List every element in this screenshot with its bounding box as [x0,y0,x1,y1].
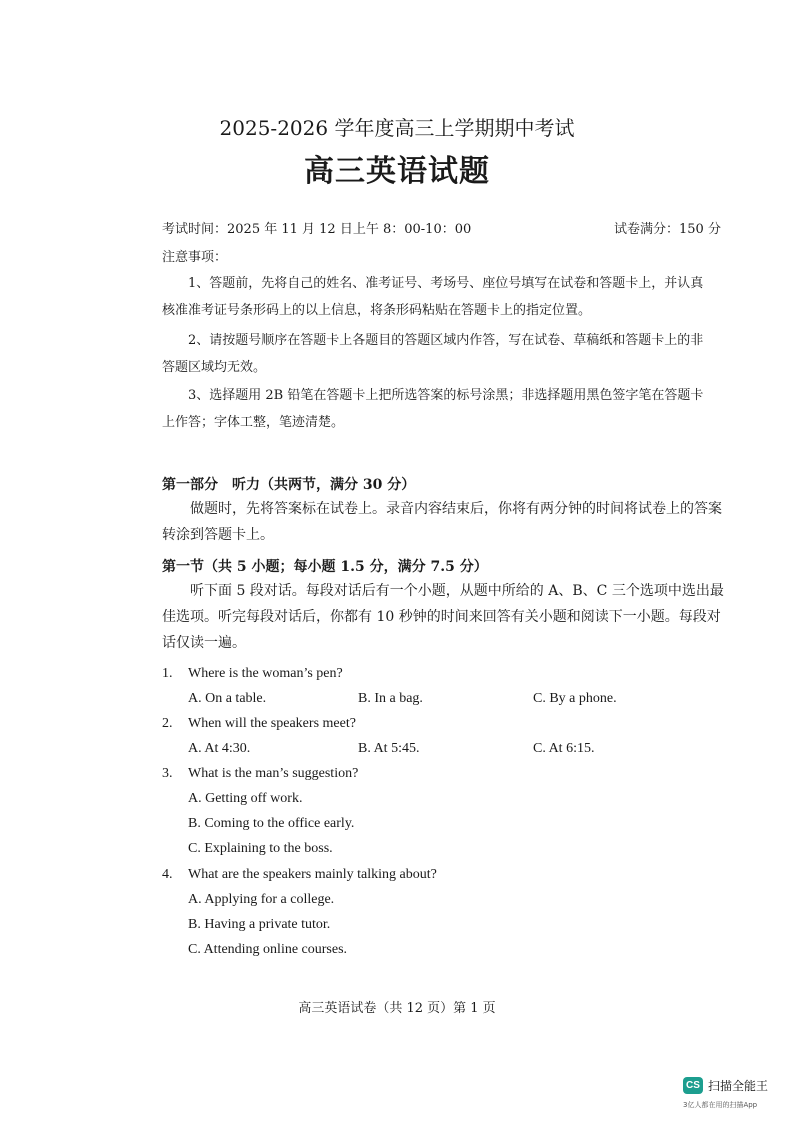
question-text: Where is the woman’s pen? [188,666,343,681]
camscanner-logo-icon: CS [683,1077,703,1094]
question-text: What is the man’s suggestion? [188,766,359,781]
option-b: B. Coming to the office early. [188,816,355,831]
notice-item-2-line1: 2、请按题号顺序在答题卡上各题目的答题区域内作答，写在试卷、草稿纸和答题卡上的非 [188,333,704,348]
exam-title: 高三英语试题 [304,154,490,189]
option-b: B. Having a private tutor. [188,917,331,932]
question-text: When will the speakers meet? [188,716,356,731]
question-text: What are the speakers mainly talking about? [188,867,437,882]
option-b: B. At 5:45. [358,741,420,756]
camscanner-tagline: 3亿人都在用的扫描App [683,1101,758,1109]
question-number: 1. [162,666,173,681]
exam-header-line1: 2025-2026 学年度高三上学期期中考试 [219,116,575,140]
exam-full-score: 试卷满分：150 分 [614,222,721,237]
notice-item-3-line2: 上作答；字体工整，笔迹清楚。 [162,415,345,430]
option-a: A. At 4:30. [188,741,251,756]
option-b: B. In a bag. [358,691,423,706]
question-number: 4. [162,867,173,882]
option-a: A. On a table. [188,691,267,706]
exam-time: 考试时间：2025 年 11 月 12 日上午 8：00-10：00 [162,222,472,237]
option-c: C. Attending online courses. [188,942,348,957]
option-c: C. By a phone. [533,691,617,706]
part1-title: 第一部分 听力（共两节，满分 30 分） [162,477,416,493]
option-c: C. Explaining to the boss. [188,841,333,856]
notice-item-1-line1: 1、答题前，先将自己的姓名、准考证号、考场号、座位号填写在试卷和答题卡上，并认真 [188,276,704,291]
option-a: A. Applying for a college. [188,892,335,907]
notice-title: 注意事项： [162,250,228,265]
part1-instruction: 做题时，先将答案标在试卷上。录音内容结束后，你将有两分钟的时间将试卷上的答案转涂到答题卡上。 [162,501,722,543]
section1-instruction: 听下面 5 段对话。每段对话后有一个小题，从题中所给的 A、B、C 三个选项中选出最佳选项。听完每段对话后，你都有 10 秒钟的时间来回答有关小题和阅读下一小题。每段对话仅读一遍。 [162,583,724,651]
question-number: 2. [162,716,173,731]
option-a: A. Getting off work. [188,791,303,806]
question-number: 3. [162,766,173,781]
page-footer: 高三英语试卷（共 12 页）第 1 页 [298,1001,496,1016]
camscanner-brand: 扫描全能王 [708,1079,769,1093]
notice-item-1-line2: 核准准考证号条形码上的以上信息，将条形码粘贴在答题卡上的指定位置。 [162,303,592,318]
option-c: C. At 6:15. [533,741,595,756]
notice-item-3-line1: 3、选择题用 2B 铅笔在答题卡上把所选答案的标号涂黑；非选择题用黑色签字笔在答题卡 [188,388,704,403]
section1-title: 第一节（共 5 小题；每小题 1.5 分，满分 7.5 分） [162,559,488,575]
notice-item-2-line2: 答题区域均无效。 [162,360,267,375]
